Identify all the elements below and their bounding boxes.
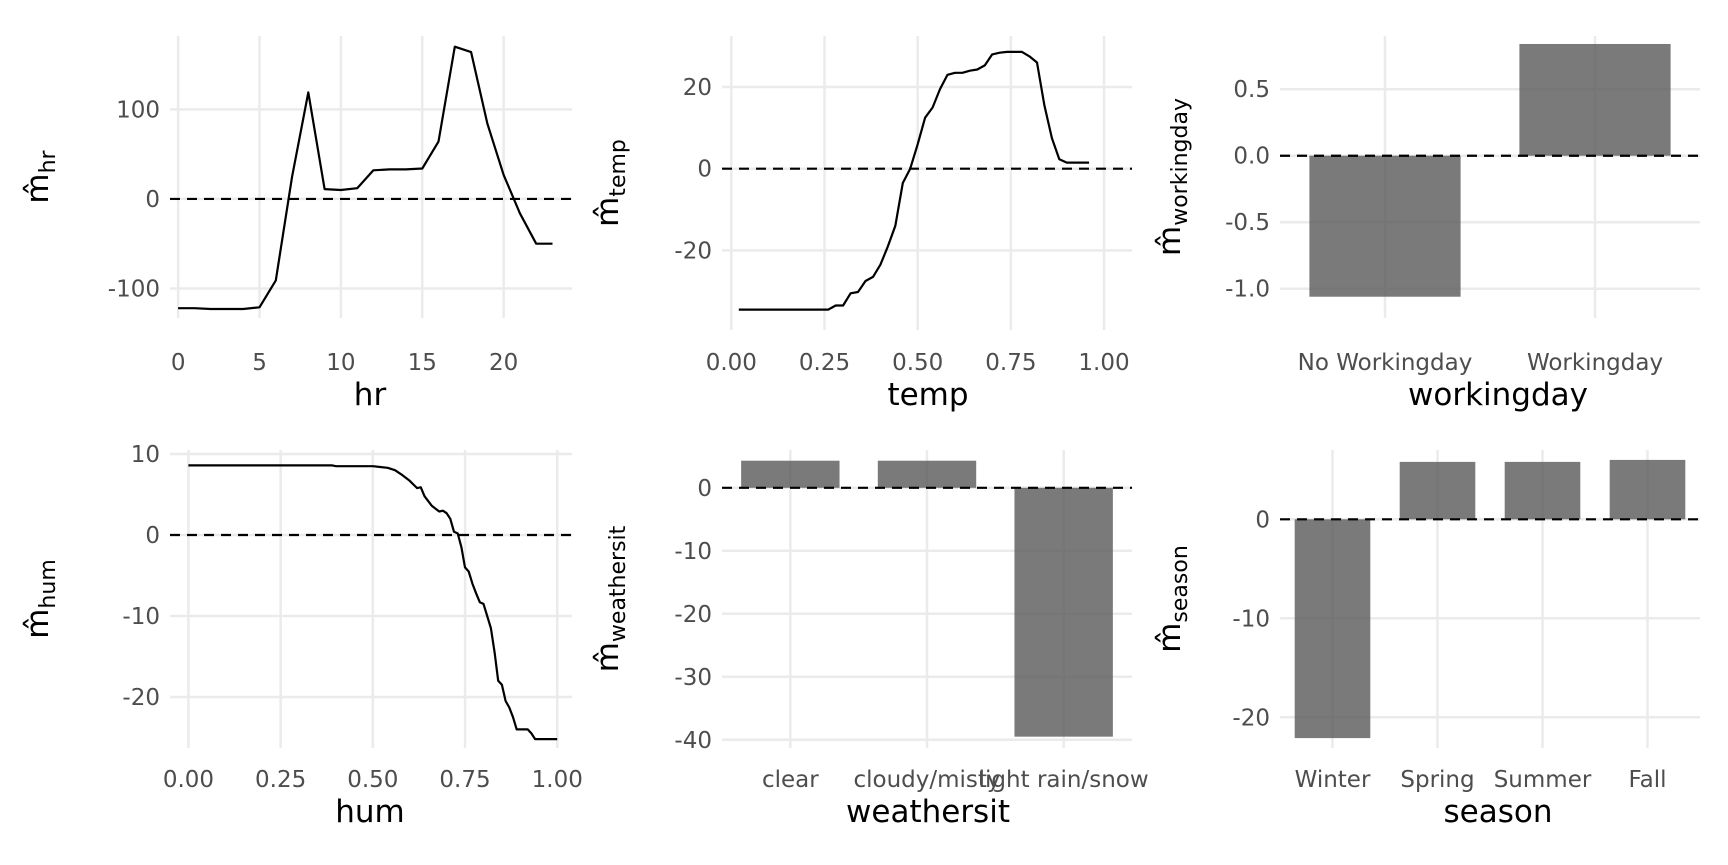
y-tick-label: 0 <box>145 523 160 550</box>
y-axis-title <box>20 149 61 203</box>
y-axis-title <box>590 139 631 227</box>
x-tick-label: 0.75 <box>439 767 491 793</box>
bar-clear <box>741 461 839 488</box>
x-tick-label: 20 <box>489 350 519 376</box>
panel-hr <box>20 36 572 413</box>
y-axis-title-main: m̂ <box>1152 622 1188 653</box>
y-tick-label: -1.0 <box>1225 276 1270 303</box>
y-axis-title-main: m̂ <box>1152 225 1188 256</box>
y-axis-title-subscript: workingday <box>1168 98 1193 226</box>
y-tick-label: 0 <box>697 156 712 183</box>
y-tick-label: 0 <box>145 186 160 213</box>
x-axis-title: hr <box>353 377 387 413</box>
y-axis-title-subscript: temp <box>606 139 631 197</box>
bar-winter <box>1295 519 1371 738</box>
y-tick-label: -20 <box>674 238 712 265</box>
bar-cloudy-misty <box>878 461 976 488</box>
x-tick-label: Winter <box>1294 767 1371 793</box>
y-tick-label: -10 <box>1232 606 1270 633</box>
x-tick-label: 5 <box>252 350 267 376</box>
panel-workingday <box>1152 36 1700 413</box>
x-tick-label: 0 <box>170 350 186 376</box>
x-axis-title: temp <box>887 377 969 413</box>
panel-temp <box>590 36 1132 413</box>
bar-workingday <box>1519 44 1670 156</box>
effect-curve-temp <box>739 52 1089 310</box>
y-tick-label: -20 <box>674 601 712 628</box>
x-tick-label: 10 <box>326 350 356 376</box>
x-tick-label: Workingday <box>1526 350 1664 376</box>
x-tick-label: 0.25 <box>798 350 851 376</box>
y-axis-title-subscript: hum <box>36 559 61 609</box>
panel-hum <box>20 442 583 830</box>
y-tick-label: -20 <box>1232 705 1270 732</box>
x-tick-label: 0.00 <box>705 350 757 376</box>
y-axis-title-subscript: hr <box>36 150 61 174</box>
y-tick-label: 20 <box>682 75 712 102</box>
bar-no-workingday <box>1309 156 1460 297</box>
bar-fall <box>1610 460 1686 519</box>
x-tick-label: 0.00 <box>162 767 215 793</box>
x-tick-label: Fall <box>1628 767 1667 793</box>
y-tick-label: -10 <box>674 538 712 565</box>
y-tick-label: -0.5 <box>1225 210 1270 237</box>
x-tick-label: 1.00 <box>1078 350 1130 376</box>
x-axis-title: workingday <box>1408 377 1588 413</box>
x-tick-label: 15 <box>407 350 437 376</box>
y-axis-title <box>1152 98 1193 256</box>
panel-weathersit <box>590 450 1149 830</box>
y-tick-label: 10 <box>130 442 160 469</box>
x-tick-label: light rain/snow <box>978 767 1149 793</box>
y-tick-label: 0.5 <box>1233 77 1270 104</box>
x-tick-label: clear <box>761 767 819 793</box>
y-tick-label: -40 <box>674 727 712 754</box>
x-tick-label: 1.00 <box>531 767 583 793</box>
effect-curve-hr <box>178 47 552 309</box>
y-axis-title-subscript: weathersit <box>606 525 631 643</box>
y-tick-label: 0.0 <box>1233 143 1270 170</box>
y-tick-label: -100 <box>107 276 160 303</box>
x-tick-label: No Workingday <box>1297 350 1473 376</box>
y-axis-title-main: m̂ <box>20 608 56 639</box>
x-tick-label: Spring <box>1400 767 1475 793</box>
x-tick-label: 0.25 <box>255 767 307 793</box>
y-axis-title-main: m̂ <box>20 173 56 204</box>
x-tick-label: 0.50 <box>892 350 944 376</box>
y-tick-label: -10 <box>122 604 160 631</box>
y-axis-title-main: m̂ <box>590 196 626 227</box>
y-tick-label: 0 <box>697 475 712 502</box>
x-tick-label: Summer <box>1493 767 1592 793</box>
x-tick-label: cloudy/misty <box>853 767 1001 793</box>
bar-light-rain-snow <box>1014 488 1112 737</box>
panel-season <box>1152 450 1700 830</box>
y-tick-label: -30 <box>674 664 712 691</box>
bar-spring <box>1400 462 1476 519</box>
x-tick-label: 0.75 <box>985 350 1037 376</box>
y-tick-label: -20 <box>122 684 160 711</box>
x-tick-label: 0.50 <box>347 767 399 793</box>
x-axis-title: weathersit <box>846 794 1010 830</box>
y-tick-label: 100 <box>116 97 160 124</box>
y-axis-title-subscript: season <box>1168 545 1193 623</box>
y-axis-title <box>1152 545 1193 653</box>
x-axis-title: season <box>1443 794 1553 830</box>
y-tick-label: 0 <box>1255 507 1270 534</box>
x-axis-title: hum <box>335 794 405 830</box>
y-axis-title <box>590 525 631 672</box>
y-axis-title <box>20 559 61 639</box>
y-axis-title-main: m̂ <box>590 642 626 673</box>
bar-summer <box>1505 462 1581 519</box>
